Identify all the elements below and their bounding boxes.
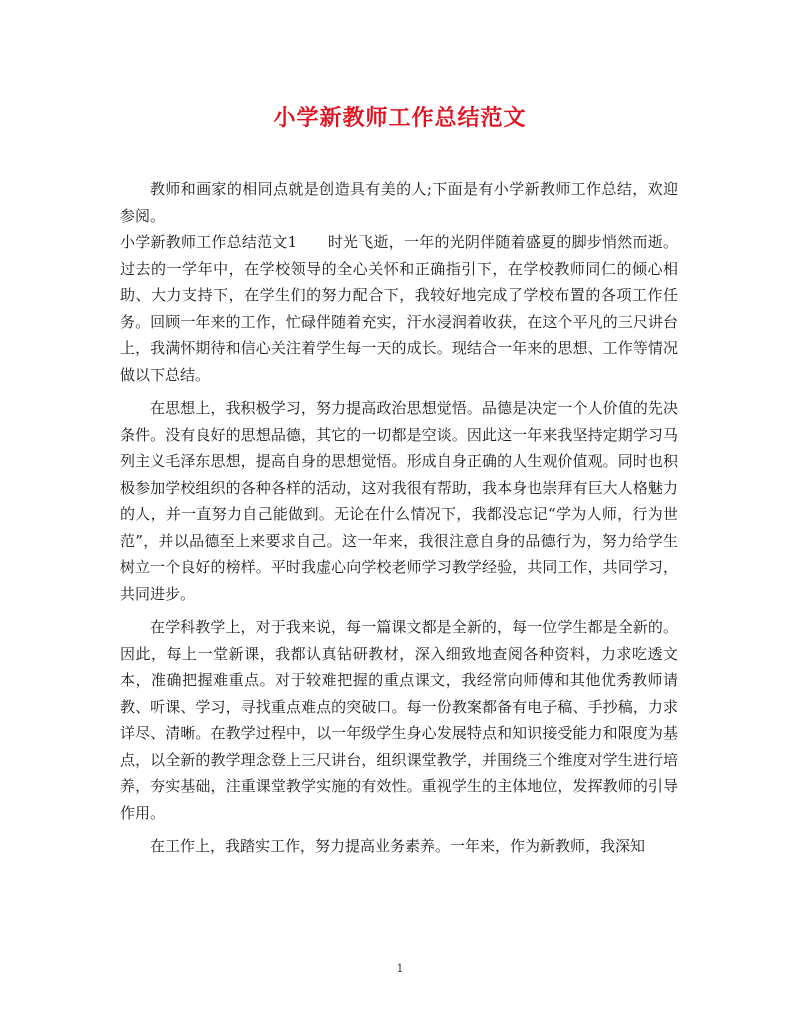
paragraph-work: 在工作上，我踏实工作，努力提高业务素养。一年来，作为新教师，我深知 (150, 837, 646, 855)
document-body (120, 176, 678, 860)
paragraph-thought: 在思想上，我积极学习，努力提高政治思想觉悟。品德是决定一个人价值的先决条件。没有良好的思想品德，其它的一切都是空谈。因此这一年来我坚持定期学习马列主义毛泽东思想，提高自身的思想觉悟。形成自身正确的人生观价值观。同时也积极参加学校组织的各种各样的活动，这对我很有帮助，我本身也崇拜有巨大人格魅力的人，并一直努力自己能做到。无论在什么情况下，我都没忘记“学为人师，行为世范”，并以品德至上来要求自己。这一年来，我很注意自身的品德行为，努力给学生树立一个良好的榜样。平时我虚心向学校老师学习教学经验，共同工作，共同学习，共同进步。 (120, 399, 678, 603)
paragraph-sample-1: 小学新教师工作总结范文1 时光飞逝，一年的光阴伴随着盛夏的脚步悄然而逝。过去的一学年中，在学校领导的全心关怀和正确指引下，在学校教师同仁的倾心相助、大力支持下，在学生们的努力配合下，我较好地完成了学校布置的各项工作任务。回顾一年来的工作，忙碌伴随着充实，汗水浸润着收获，在这个平凡的三尺讲台上，我满怀期待和信心关注着学生每一天的成长。现结合一年来的思想、工作等情况做以下总结。 (120, 233, 678, 384)
paragraph-intro: 教师和画家的相同点就是创造具有美的人;下面是有小学新教师工作总结，欢迎参阅。 (120, 180, 678, 225)
document-title: 小学新教师工作总结范文 (273, 105, 527, 131)
paragraph-teaching: 在学科教学上，对于我来说，每一篇课文都是全新的，每一位学生都是全新的。因此，每上一堂新课，我都认真钻研教材，深入细致地查阅各种资料，力求吃透文本，准确把握难重点。对于较难把握的重点课文，我经常向师傅和其他优秀教师请教、听课、学习，寻找重点难点的突破口。每一份教案都备有电子稿、手抄稿，力求详尽、清晰。在教学过程中，以一年级学生身心发展特点和知识接受能力和限度为基点，以全新的教学理念登上三尺讲台，组织课堂教学，并围绕三个维度对学生进行培养，夯实基础，注重课堂教学实施的有效性。重视学生的主体地位，发挥教师的引导作用。 (120, 618, 678, 822)
page-number: 1 (396, 962, 404, 975)
